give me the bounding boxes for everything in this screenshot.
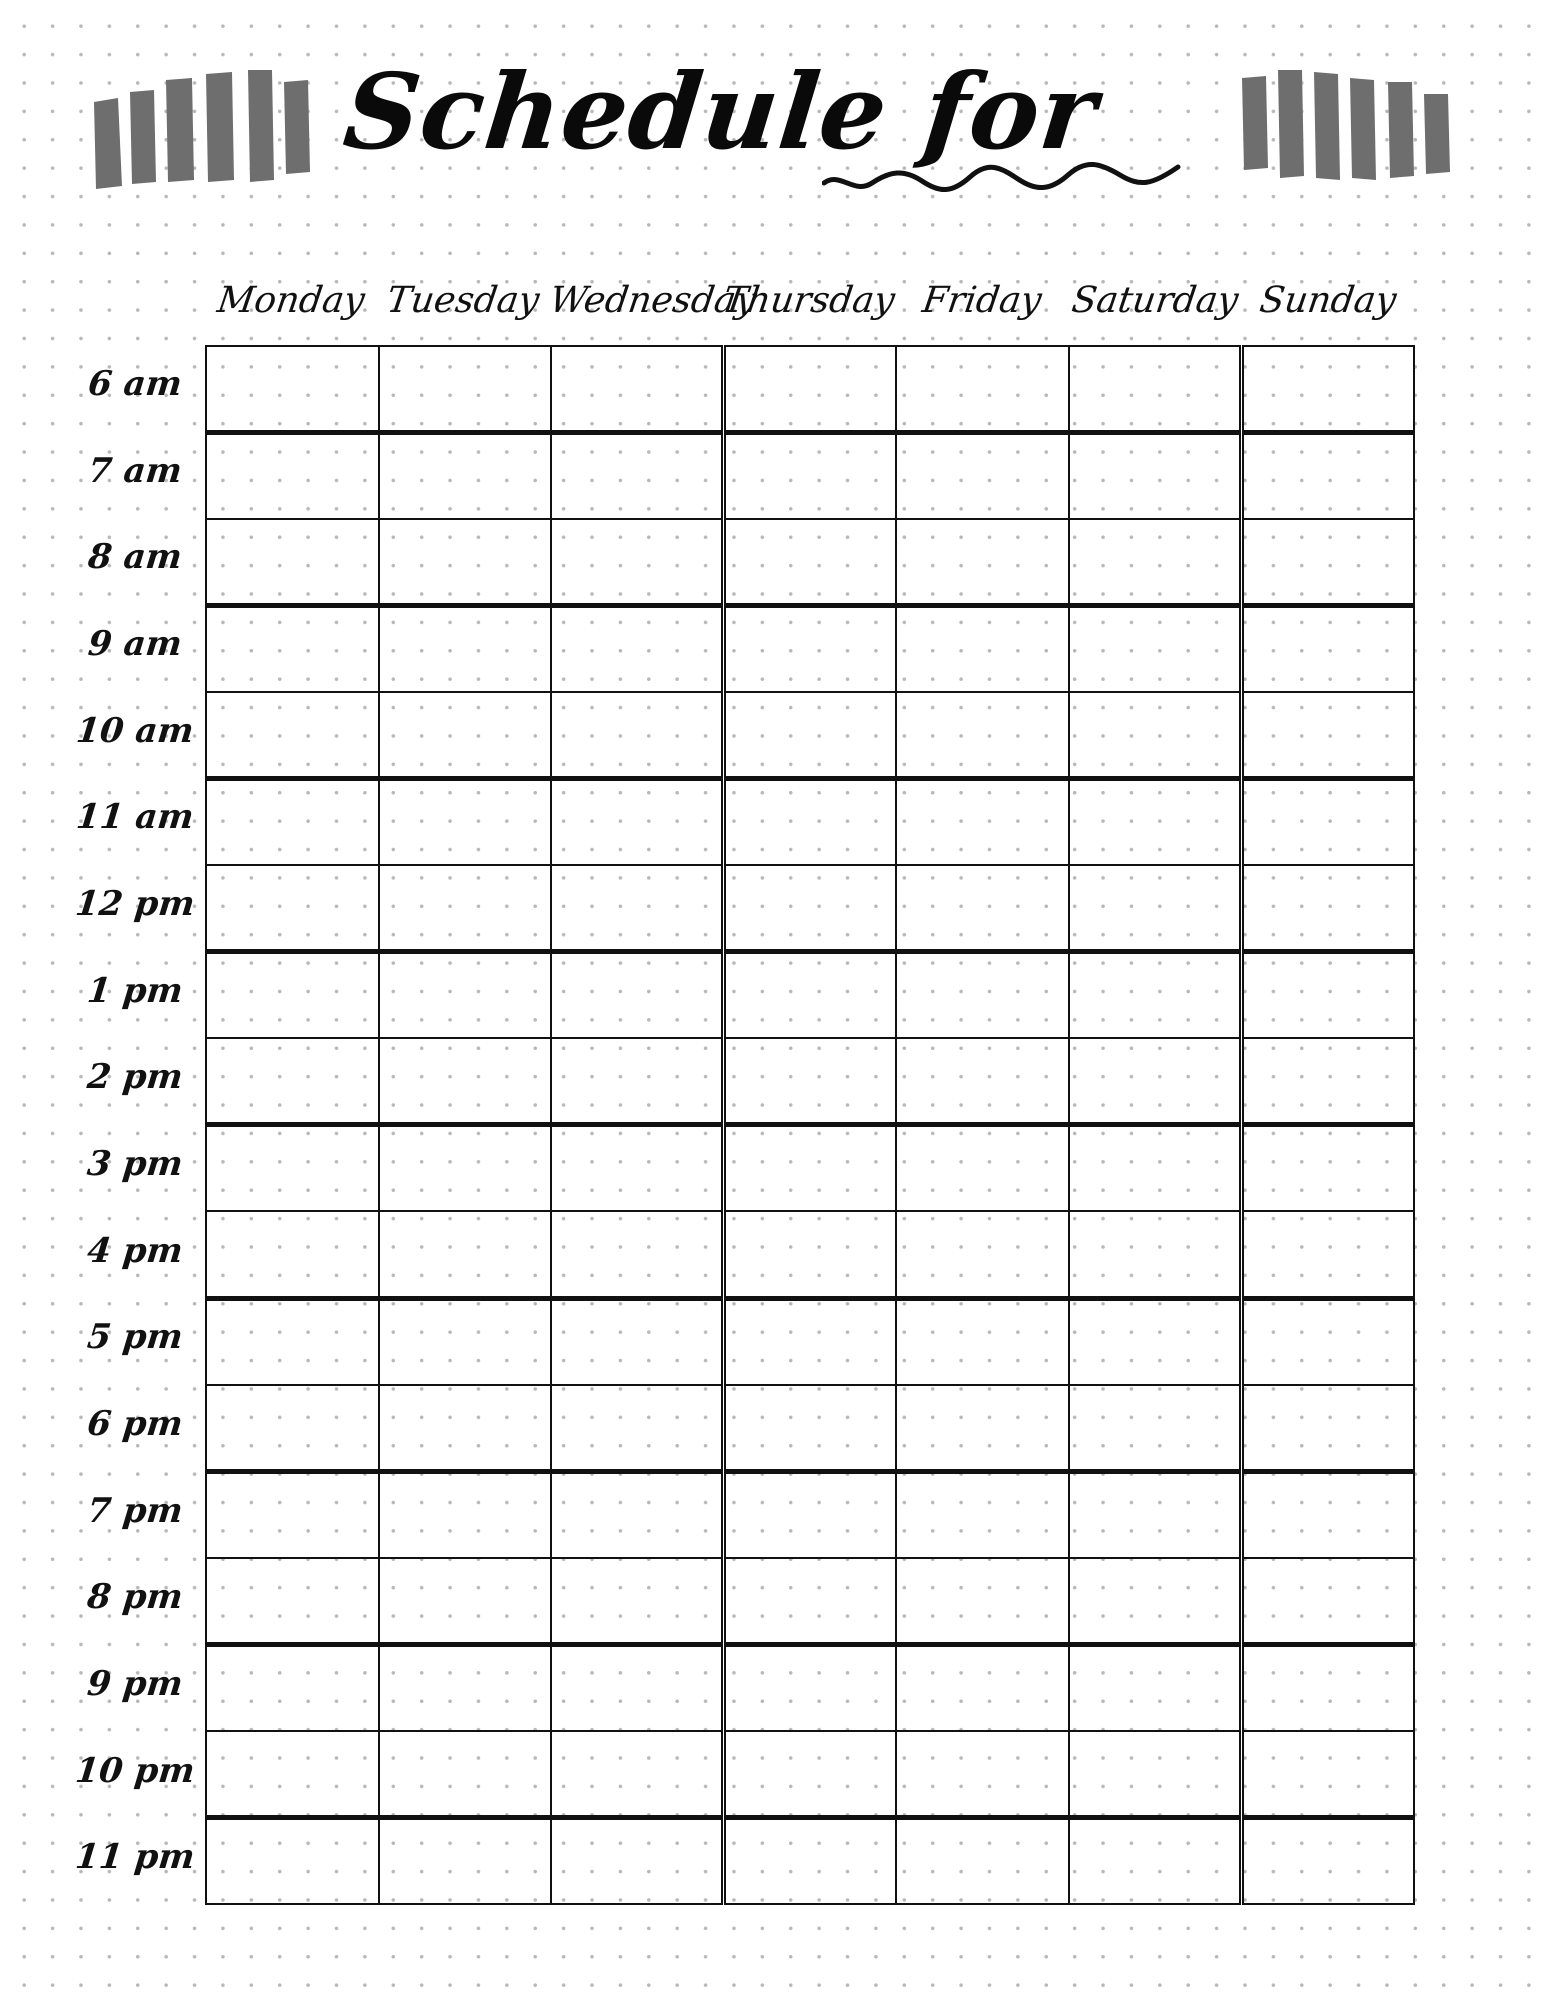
schedule-cell[interactable] — [1241, 1385, 1414, 1472]
grid-row — [206, 1385, 1414, 1472]
time-label-2pm: 2 pm — [85, 1057, 185, 1097]
schedule-cell[interactable] — [551, 692, 724, 779]
schedule-cell[interactable] — [1069, 692, 1242, 779]
schedule-cell[interactable] — [1069, 1731, 1242, 1818]
time-label-1pm: 1 pm — [85, 971, 185, 1011]
schedule-cell[interactable] — [896, 1298, 1069, 1385]
grid-row — [206, 1211, 1414, 1298]
schedule-cell[interactable] — [206, 519, 379, 606]
schedule-cell[interactable] — [206, 1211, 379, 1298]
schedule-cell[interactable] — [379, 1211, 552, 1298]
grid-row — [206, 1644, 1414, 1731]
schedule-cell[interactable] — [1069, 952, 1242, 1039]
schedule-cell[interactable] — [551, 952, 724, 1039]
grid-row — [206, 1731, 1414, 1818]
schedule-cell[interactable] — [724, 692, 897, 779]
time-label-8pm: 8 pm — [85, 1577, 185, 1617]
time-label-11pm: 11 pm — [73, 1837, 197, 1877]
schedule-cell[interactable] — [896, 1385, 1069, 1472]
time-label-10pm: 10 pm — [73, 1751, 197, 1791]
schedule-cell[interactable] — [379, 606, 552, 693]
time-label-7pm: 7 pm — [85, 1491, 185, 1531]
schedule-cell[interactable] — [1241, 519, 1414, 606]
schedule-cell[interactable] — [724, 1385, 897, 1472]
schedule-cell[interactable] — [896, 1038, 1069, 1125]
schedule-cell[interactable] — [1241, 1471, 1414, 1558]
grid-row — [206, 952, 1414, 1039]
brush-stripes-left-icon — [88, 68, 318, 193]
schedule-cell[interactable] — [206, 692, 379, 779]
schedule-cell[interactable] — [724, 1298, 897, 1385]
schedule-cell[interactable] — [551, 1038, 724, 1125]
schedule-cell[interactable] — [896, 1211, 1069, 1298]
grid-row — [206, 1558, 1414, 1645]
schedule-cell[interactable] — [206, 1817, 379, 1904]
day-header-monday: Monday — [214, 280, 368, 321]
schedule-cell[interactable] — [896, 952, 1069, 1039]
schedule-cell[interactable] — [1069, 346, 1242, 433]
schedule-cell[interactable] — [379, 1731, 552, 1818]
schedule-cell[interactable] — [551, 865, 724, 952]
schedule-cell[interactable] — [724, 1644, 897, 1731]
schedule-cell[interactable] — [1241, 865, 1414, 952]
grid-row — [206, 1125, 1414, 1212]
schedule-cell[interactable] — [206, 1644, 379, 1731]
day-header-saturday: Saturday — [1069, 280, 1241, 321]
day-header-tuesday: Tuesday — [384, 280, 542, 321]
schedule-cell[interactable] — [724, 1817, 897, 1904]
schedule-cell[interactable] — [379, 346, 552, 433]
schedule-cell[interactable] — [1069, 1211, 1242, 1298]
page-title: Schedule for — [338, 50, 1103, 173]
schedule-cell[interactable] — [206, 1125, 379, 1212]
schedule-cell[interactable] — [724, 1038, 897, 1125]
grid-row — [206, 692, 1414, 779]
schedule-cell[interactable] — [1241, 1211, 1414, 1298]
schedule-cell[interactable] — [379, 1125, 552, 1212]
schedule-cell[interactable] — [206, 1731, 379, 1818]
schedule-cell[interactable] — [1241, 779, 1414, 866]
schedule-cell[interactable] — [724, 1125, 897, 1212]
schedule-cell[interactable] — [551, 433, 724, 520]
schedule-cell[interactable] — [896, 692, 1069, 779]
schedule-cell[interactable] — [551, 1644, 724, 1731]
schedule-cell[interactable] — [1069, 606, 1242, 693]
schedule-cell[interactable] — [1069, 865, 1242, 952]
grid-row — [206, 1817, 1414, 1904]
schedule-cell[interactable] — [724, 865, 897, 952]
schedule-cell[interactable] — [379, 692, 552, 779]
schedule-cell[interactable] — [1069, 779, 1242, 866]
schedule-cell[interactable] — [551, 1558, 724, 1645]
schedule-cell[interactable] — [1069, 1471, 1242, 1558]
schedule-cell[interactable] — [896, 519, 1069, 606]
schedule-cell[interactable] — [1241, 433, 1414, 520]
schedule-cell[interactable] — [206, 1471, 379, 1558]
time-label-6am: 6 am — [86, 364, 184, 404]
schedule-cell[interactable] — [206, 952, 379, 1039]
schedule-cell[interactable] — [1069, 1125, 1242, 1212]
schedule-cell[interactable] — [724, 519, 897, 606]
schedule-cell[interactable] — [896, 1125, 1069, 1212]
schedule-cell[interactable] — [1241, 692, 1414, 779]
schedule-cell[interactable] — [1069, 519, 1242, 606]
grid-row — [206, 346, 1414, 433]
schedule-cell[interactable] — [379, 1558, 552, 1645]
grid-row — [206, 1298, 1414, 1385]
schedule-cell[interactable] — [379, 865, 552, 952]
grid-row — [206, 433, 1414, 520]
schedule-cell[interactable] — [724, 433, 897, 520]
schedule-cell[interactable] — [724, 346, 897, 433]
schedule-cell[interactable] — [1241, 952, 1414, 1039]
schedule-cell[interactable] — [551, 1211, 724, 1298]
schedule-cell[interactable] — [206, 1385, 379, 1472]
schedule-cell[interactable] — [1241, 346, 1414, 433]
schedule-cell[interactable] — [206, 1298, 379, 1385]
schedule-cell[interactable] — [724, 1471, 897, 1558]
schedule-cell[interactable] — [1241, 1731, 1414, 1818]
schedule-cell[interactable] — [1069, 433, 1242, 520]
schedule-cell[interactable] — [724, 606, 897, 693]
schedule-cell[interactable] — [724, 779, 897, 866]
day-header-thursday: Thursday — [720, 280, 898, 321]
schedule-cell[interactable] — [896, 433, 1069, 520]
schedule-cell[interactable] — [1241, 1125, 1414, 1212]
schedule-cell[interactable] — [896, 1644, 1069, 1731]
schedule-cell[interactable] — [379, 1644, 552, 1731]
schedule-cell[interactable] — [896, 779, 1069, 866]
day-header-sunday: Sunday — [1257, 280, 1399, 321]
schedule-cell[interactable] — [206, 779, 379, 866]
schedule-cell[interactable] — [379, 1038, 552, 1125]
schedule-cell[interactable] — [724, 1211, 897, 1298]
schedule-cell[interactable] — [206, 606, 379, 693]
day-header-wednesday: Wednesday — [547, 280, 760, 321]
schedule-cell[interactable] — [551, 606, 724, 693]
time-label-9pm: 9 pm — [85, 1664, 185, 1704]
time-label-12pm: 12 pm — [73, 884, 197, 924]
schedule-cell[interactable] — [206, 1038, 379, 1125]
schedule-cell[interactable] — [551, 1471, 724, 1558]
schedule-cell[interactable] — [551, 1817, 724, 1904]
schedule-cell[interactable] — [1069, 1817, 1242, 1904]
time-label-11am: 11 am — [74, 797, 196, 837]
schedule-cell[interactable] — [551, 1385, 724, 1472]
time-label-7am: 7 am — [86, 451, 184, 491]
schedule-cell[interactable] — [379, 433, 552, 520]
grid-row — [206, 606, 1414, 693]
schedule-cell[interactable] — [1241, 1644, 1414, 1731]
schedule-grid — [205, 345, 1415, 1905]
schedule-cell[interactable] — [1241, 1817, 1414, 1904]
time-label-10am: 10 am — [74, 711, 196, 751]
schedule-cell[interactable] — [206, 1558, 379, 1645]
schedule-cell[interactable] — [1241, 606, 1414, 693]
grid-row — [206, 865, 1414, 952]
schedule-cell[interactable] — [551, 779, 724, 866]
brush-stripes-right-icon — [1238, 68, 1468, 193]
day-header-friday: Friday — [919, 280, 1045, 321]
schedule-cell[interactable] — [1069, 1298, 1242, 1385]
schedule-cell[interactable] — [1241, 1298, 1414, 1385]
grid-row — [206, 1471, 1414, 1558]
grid-row — [206, 779, 1414, 866]
schedule-cell[interactable] — [896, 606, 1069, 693]
grid-row — [206, 1038, 1414, 1125]
schedule-cell[interactable] — [379, 519, 552, 606]
schedule-cell[interactable] — [206, 865, 379, 952]
schedule-cell[interactable] — [896, 865, 1069, 952]
schedule-cell[interactable] — [1069, 1644, 1242, 1731]
schedule-cell[interactable] — [1241, 1038, 1414, 1125]
schedule-cell[interactable] — [379, 1471, 552, 1558]
schedule-cell[interactable] — [379, 1385, 552, 1472]
time-label-5pm: 5 pm — [85, 1317, 185, 1357]
schedule-cell[interactable] — [206, 346, 379, 433]
grid-row — [206, 519, 1414, 606]
time-label-4pm: 4 pm — [85, 1231, 185, 1271]
schedule-cell[interactable] — [1069, 1038, 1242, 1125]
schedule-cell[interactable] — [379, 1817, 552, 1904]
schedule-cell[interactable] — [379, 1298, 552, 1385]
schedule-cell[interactable] — [896, 1558, 1069, 1645]
schedule-cell[interactable] — [896, 1471, 1069, 1558]
schedule-cell[interactable] — [551, 1731, 724, 1818]
schedule-cell[interactable] — [724, 1558, 897, 1645]
schedule-cell[interactable] — [1069, 1385, 1242, 1472]
schedule-cell[interactable] — [379, 779, 552, 866]
schedule-cell[interactable] — [551, 1125, 724, 1212]
schedule-cell[interactable] — [379, 952, 552, 1039]
time-label-3pm: 3 pm — [85, 1144, 185, 1184]
schedule-cell[interactable] — [724, 1731, 897, 1818]
schedule-cell[interactable] — [206, 433, 379, 520]
schedule-cell[interactable] — [551, 1298, 724, 1385]
schedule-cell[interactable] — [1241, 1558, 1414, 1645]
time-label-9am: 9 am — [86, 624, 184, 664]
schedule-cell[interactable] — [551, 519, 724, 606]
wavy-line-icon — [822, 155, 1182, 200]
time-label-6pm: 6 pm — [85, 1404, 185, 1444]
schedule-cell[interactable] — [896, 1731, 1069, 1818]
schedule-cell[interactable] — [551, 346, 724, 433]
schedule-cell[interactable] — [724, 952, 897, 1039]
schedule-cell[interactable] — [896, 346, 1069, 433]
time-label-8am: 8 am — [86, 537, 184, 577]
schedule-cell[interactable] — [1069, 1558, 1242, 1645]
schedule-cell[interactable] — [896, 1817, 1069, 1904]
